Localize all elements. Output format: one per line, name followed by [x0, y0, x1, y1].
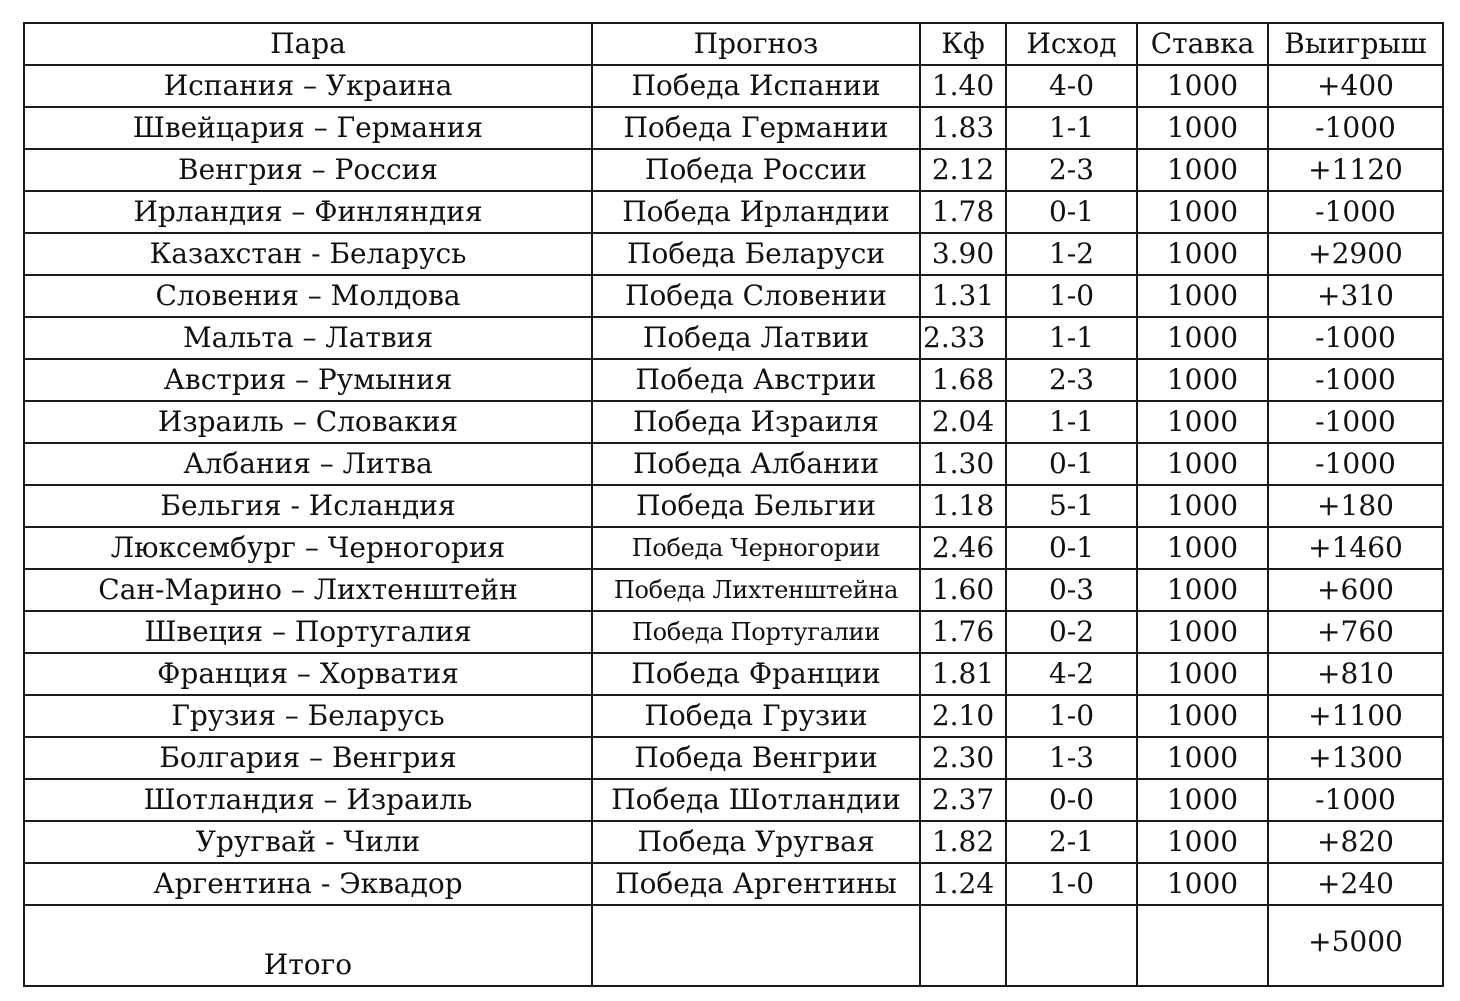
cell-odds: 1.30 [920, 443, 1006, 485]
cell-stake: 1000 [1137, 191, 1268, 233]
cell-forecast: Победа Уругвая [592, 821, 920, 863]
header-pair: Пара [24, 23, 592, 65]
cell-odds: 1.82 [920, 821, 1006, 863]
cell-pair: Испания – Украина [24, 65, 592, 107]
cell-win: -1000 [1268, 317, 1443, 359]
cell-win: -1000 [1268, 779, 1443, 821]
table-body [24, 65, 1443, 986]
cell-result: 0-1 [1006, 443, 1137, 485]
cell-pair: Венгрия – Россия [24, 149, 592, 191]
cell-win: -1000 [1268, 359, 1443, 401]
cell-odds: 1.40 [920, 65, 1006, 107]
cell-win: +180 [1268, 485, 1443, 527]
cell-stake: 1000 [1137, 107, 1268, 149]
cell-pair: Израиль – Словакия [24, 401, 592, 443]
total-empty-cell [1006, 905, 1137, 986]
cell-forecast: Победа Шотландии [592, 779, 920, 821]
total-empty-cell [1137, 905, 1268, 986]
cell-forecast: Победа Португалии [592, 611, 920, 653]
table-row [24, 863, 1443, 905]
table-row [24, 485, 1443, 527]
table-row [24, 611, 1443, 653]
cell-result: 0-2 [1006, 611, 1137, 653]
cell-forecast: Победа Албании [592, 443, 920, 485]
cell-stake: 1000 [1137, 653, 1268, 695]
cell-odds: 1.18 [920, 485, 1006, 527]
table-row [24, 233, 1443, 275]
cell-result: 2-3 [1006, 149, 1137, 191]
table-row [24, 401, 1443, 443]
table-row [24, 191, 1443, 233]
cell-result: 0-3 [1006, 569, 1137, 611]
cell-odds: 1.83 [920, 107, 1006, 149]
cell-forecast: Победа Франции [592, 653, 920, 695]
cell-forecast: Победа Словении [592, 275, 920, 317]
cell-forecast: Победа Австрии [592, 359, 920, 401]
cell-forecast: Победа Испании [592, 65, 920, 107]
cell-stake: 1000 [1137, 149, 1268, 191]
cell-win: +810 [1268, 653, 1443, 695]
cell-win: +1100 [1268, 695, 1443, 737]
cell-odds: 3.90 [920, 233, 1006, 275]
cell-win: +310 [1268, 275, 1443, 317]
table-row [24, 527, 1443, 569]
header-stake: Ставка [1137, 23, 1268, 65]
header-win: Выигрыш [1268, 23, 1443, 65]
cell-stake: 1000 [1137, 695, 1268, 737]
cell-stake: 1000 [1137, 317, 1268, 359]
header-result: Исход [1006, 23, 1137, 65]
table-row [24, 653, 1443, 695]
table-row [24, 107, 1443, 149]
cell-forecast: Победа России [592, 149, 920, 191]
total-win: +5000 [1268, 905, 1443, 986]
cell-result: 0-1 [1006, 191, 1137, 233]
cell-odds: 2.12 [920, 149, 1006, 191]
cell-result: 1-1 [1006, 317, 1137, 359]
table-row [24, 443, 1443, 485]
cell-result: 0-0 [1006, 779, 1137, 821]
cell-win: -1000 [1268, 191, 1443, 233]
cell-result: 2-1 [1006, 821, 1137, 863]
cell-odds: 2.30 [920, 737, 1006, 779]
cell-win: +760 [1268, 611, 1443, 653]
total-label: Итого [24, 905, 592, 986]
cell-pair: Уругвай - Чили [24, 821, 592, 863]
cell-result: 4-2 [1006, 653, 1137, 695]
cell-odds: 2.10 [920, 695, 1006, 737]
total-row [24, 905, 1443, 986]
cell-forecast: Победа Латвии [592, 317, 920, 359]
cell-odds: 1.81 [920, 653, 1006, 695]
cell-forecast: Победа Израиля [592, 401, 920, 443]
cell-forecast: Победа Германии [592, 107, 920, 149]
cell-stake: 1000 [1137, 863, 1268, 905]
cell-win: +240 [1268, 863, 1443, 905]
cell-stake: 1000 [1137, 275, 1268, 317]
cell-odds: 1.68 [920, 359, 1006, 401]
cell-win: +820 [1268, 821, 1443, 863]
cell-forecast: Победа Черногории [592, 527, 920, 569]
cell-win: +1300 [1268, 737, 1443, 779]
cell-result: 1-3 [1006, 737, 1137, 779]
cell-odds: 1.78 [920, 191, 1006, 233]
cell-result: 0-1 [1006, 527, 1137, 569]
cell-result: 1-0 [1006, 863, 1137, 905]
cell-win: +1120 [1268, 149, 1443, 191]
cell-pair: Швейцария – Германия [24, 107, 592, 149]
cell-stake: 1000 [1137, 779, 1268, 821]
table-row [24, 695, 1443, 737]
cell-forecast: Победа Беларуси [592, 233, 920, 275]
table-row [24, 65, 1443, 107]
cell-pair: Швеция – Португалия [24, 611, 592, 653]
betting-table-sheet [23, 22, 1444, 987]
table-header [24, 23, 1443, 65]
cell-odds: 2.33 [920, 317, 1006, 359]
cell-odds: 2.37 [920, 779, 1006, 821]
cell-result: 2-3 [1006, 359, 1137, 401]
cell-forecast: Победа Бельгии [592, 485, 920, 527]
table-row [24, 779, 1443, 821]
cell-stake: 1000 [1137, 737, 1268, 779]
cell-stake: 1000 [1137, 611, 1268, 653]
cell-pair: Люксембург – Черногория [24, 527, 592, 569]
cell-pair: Словения – Молдова [24, 275, 592, 317]
cell-stake: 1000 [1137, 359, 1268, 401]
cell-pair: Албания – Литва [24, 443, 592, 485]
betting-results-table [23, 22, 1444, 987]
cell-pair: Ирландия – Финляндия [24, 191, 592, 233]
table-row [24, 359, 1443, 401]
cell-stake: 1000 [1137, 401, 1268, 443]
cell-result: 1-0 [1006, 695, 1137, 737]
cell-odds: 1.76 [920, 611, 1006, 653]
cell-odds: 2.46 [920, 527, 1006, 569]
table-row [24, 317, 1443, 359]
cell-stake: 1000 [1137, 821, 1268, 863]
cell-pair: Бельгия - Исландия [24, 485, 592, 527]
cell-win: +2900 [1268, 233, 1443, 275]
header-forecast: Прогноз [592, 23, 920, 65]
cell-win: +600 [1268, 569, 1443, 611]
table-row [24, 569, 1443, 611]
cell-stake: 1000 [1137, 443, 1268, 485]
cell-odds: 1.31 [920, 275, 1006, 317]
cell-pair: Франция – Хорватия [24, 653, 592, 695]
cell-odds: 1.60 [920, 569, 1006, 611]
cell-win: +400 [1268, 65, 1443, 107]
cell-stake: 1000 [1137, 527, 1268, 569]
cell-result: 5-1 [1006, 485, 1137, 527]
header-row [24, 23, 1443, 65]
cell-odds: 2.04 [920, 401, 1006, 443]
table-row [24, 821, 1443, 863]
cell-pair: Аргентина - Эквадор [24, 863, 592, 905]
cell-forecast: Победа Ирландии [592, 191, 920, 233]
cell-win: +1460 [1268, 527, 1443, 569]
cell-result: 1-0 [1006, 275, 1137, 317]
cell-forecast: Победа Грузии [592, 695, 920, 737]
cell-pair: Шотландия – Израиль [24, 779, 592, 821]
cell-stake: 1000 [1137, 485, 1268, 527]
cell-result: 4-0 [1006, 65, 1137, 107]
cell-result: 1-1 [1006, 401, 1137, 443]
cell-pair: Сан-Марино – Лихтенштейн [24, 569, 592, 611]
cell-stake: 1000 [1137, 65, 1268, 107]
cell-pair: Болгария – Венгрия [24, 737, 592, 779]
cell-forecast: Победа Венгрии [592, 737, 920, 779]
cell-result: 1-1 [1006, 107, 1137, 149]
cell-pair: Грузия – Беларусь [24, 695, 592, 737]
cell-win: -1000 [1268, 443, 1443, 485]
cell-pair: Мальта – Латвия [24, 317, 592, 359]
total-empty-cell [920, 905, 1006, 986]
cell-result: 1-2 [1006, 233, 1137, 275]
table-row [24, 275, 1443, 317]
cell-stake: 1000 [1137, 233, 1268, 275]
cell-odds: 1.24 [920, 863, 1006, 905]
cell-pair: Казахстан - Беларусь [24, 233, 592, 275]
cell-pair: Австрия – Румыния [24, 359, 592, 401]
cell-win: -1000 [1268, 107, 1443, 149]
cell-win: -1000 [1268, 401, 1443, 443]
header-odds: Кф [920, 23, 1006, 65]
table-row [24, 149, 1443, 191]
cell-stake: 1000 [1137, 569, 1268, 611]
total-empty-cell [592, 905, 920, 986]
cell-forecast: Победа Аргентины [592, 863, 920, 905]
cell-forecast: Победа Лихтенштейна [592, 569, 920, 611]
table-row [24, 737, 1443, 779]
